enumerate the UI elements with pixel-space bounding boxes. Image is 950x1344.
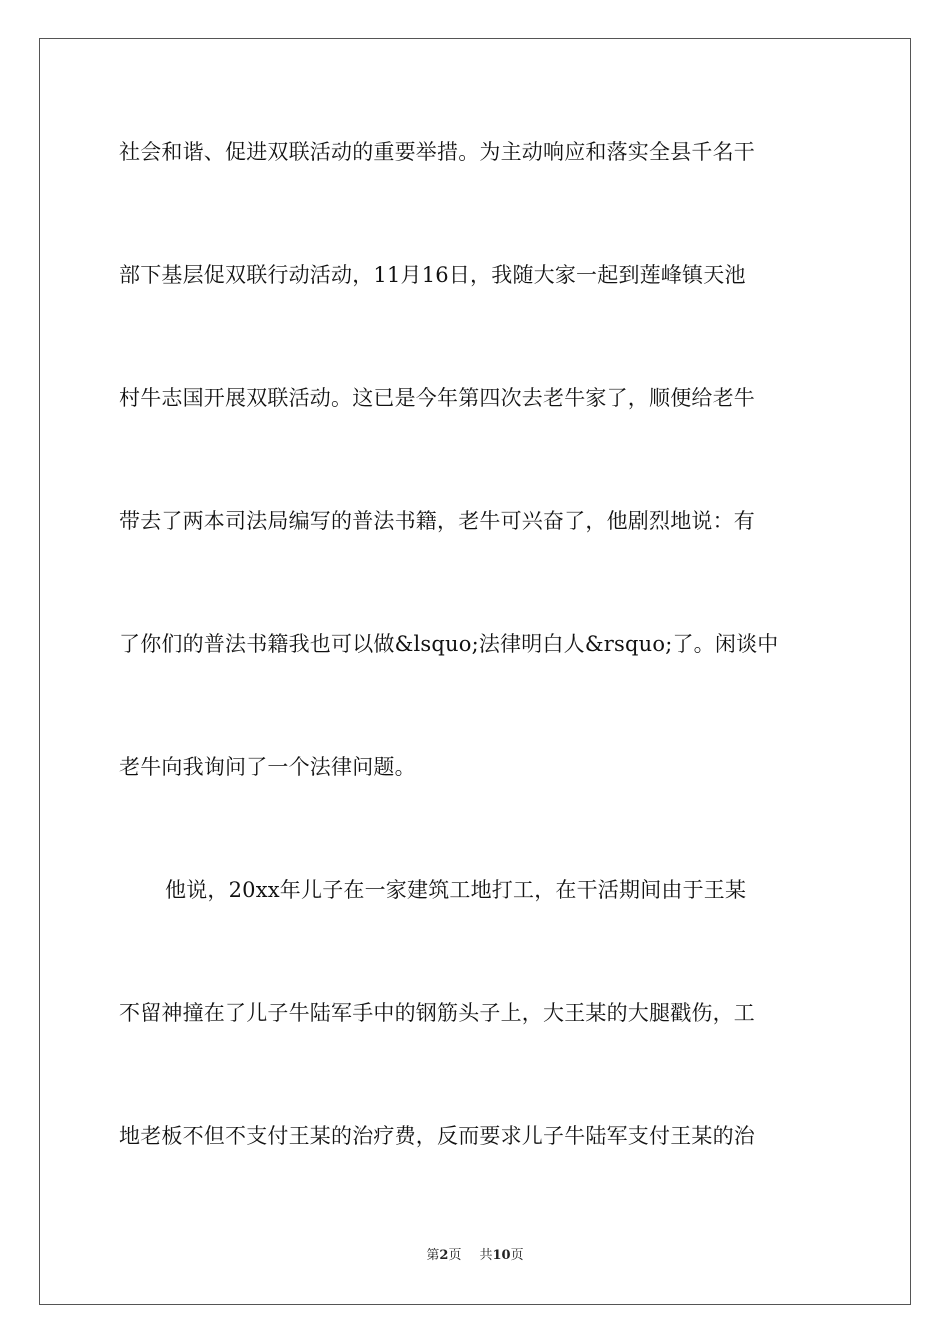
text-line: 带去了两本司法局编写的普法书籍，老牛可兴奋了，他剧烈地说：有 bbox=[119, 509, 755, 533]
page-border bbox=[39, 38, 911, 1305]
page-prefix: 第 bbox=[426, 1248, 440, 1263]
page-number: 2 bbox=[439, 1248, 449, 1263]
text-line: 不留神撞在了儿子牛陆军手中的钢筋头子上，大王某的大腿戳伤，工 bbox=[119, 1001, 755, 1025]
text-line: 部下基层促双联行动活动，11月16日，我随大家一起到莲峰镇天池 bbox=[119, 263, 746, 287]
paragraph-first-line: 他说，20xx年儿子在一家建筑工地打工，在干活期间由于王某 bbox=[165, 878, 747, 902]
text-line: 社会和谐、促进双联活动的重要举措。为主动响应和落实全县千名干 bbox=[119, 140, 755, 164]
total-pages: 10 bbox=[492, 1248, 511, 1263]
total-prefix: 共 bbox=[479, 1248, 493, 1263]
text-line: 了你们的普法书籍我也可以做&lsquo;法律明白人&rsquo;了。闲谈中 bbox=[119, 632, 779, 656]
text-line: 地老板不但不支付王某的治疗费，反而要求儿子牛陆军支付王某的治 bbox=[119, 1124, 755, 1148]
page-footer bbox=[0, 1247, 950, 1265]
page-suffix: 页 bbox=[448, 1248, 462, 1263]
text-line: 老牛向我询问了一个法律问题。 bbox=[119, 755, 416, 779]
text-line: 村牛志国开展双联活动。这已是今年第四次去老牛家了，顺便给老牛 bbox=[119, 386, 755, 410]
total-suffix: 页 bbox=[510, 1248, 524, 1263]
